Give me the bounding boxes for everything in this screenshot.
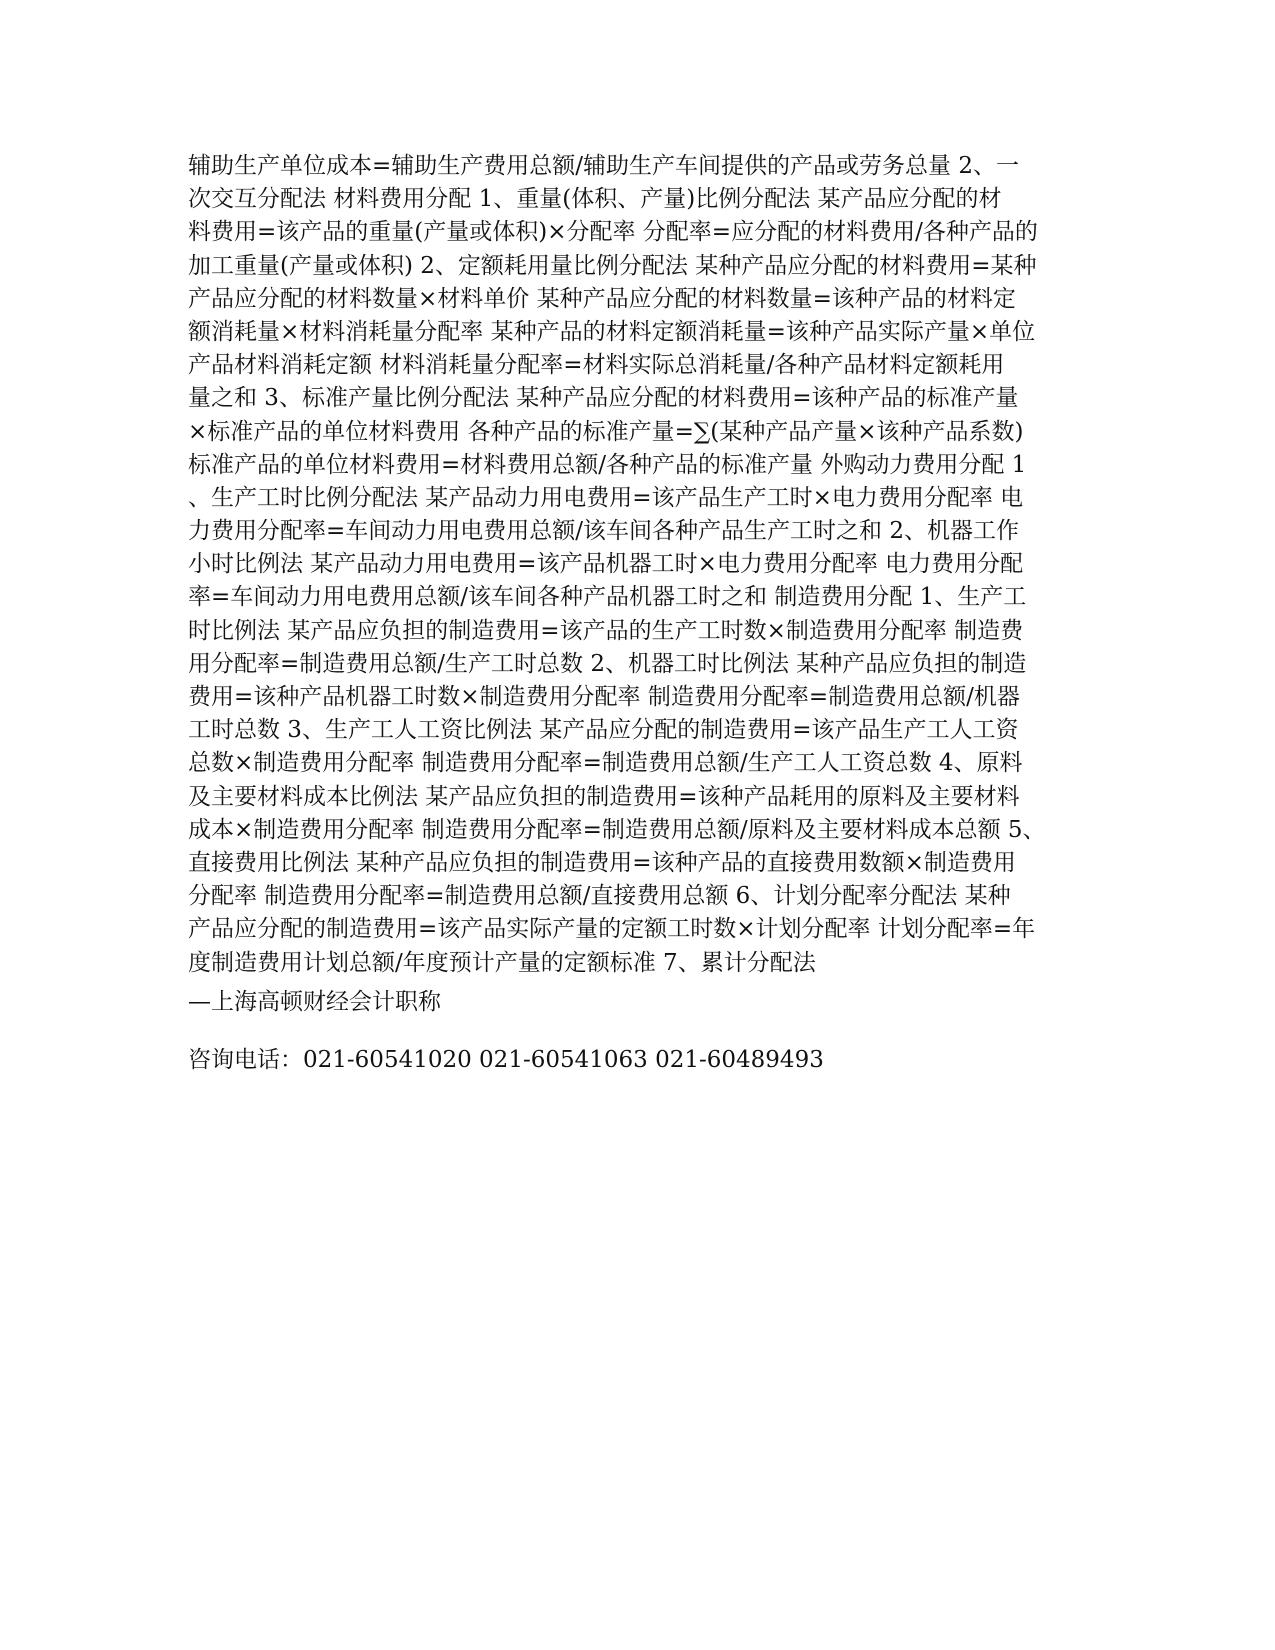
text-line: 工时总数 3、生产工人工资比例法 某产品应分配的制造费用=该产品生产工人工资 — [188, 717, 1019, 744]
contact-phone: 咨询电话：021-60541020 021-60541063 021-60489493 — [188, 1047, 824, 1073]
text-line: 产品应分配的制造费用=该产品实际产量的定额工时数×计划分配率 计划分配率=年 — [188, 916, 1036, 943]
text-line: 小时比例法 某产品动力用电费用=该产品机器工时×电力费用分配率 电力费用分配 — [188, 551, 1024, 578]
text-line: 产品应分配的材料数量×材料单价 某种产品应分配的材料数量=该种产品的材料定 — [188, 285, 1016, 312]
text-line: 费用=该种产品机器工时数×制造费用分配率 制造费用分配率=制造费用总额/机器 — [188, 684, 1020, 710]
text-line: 用分配率=制造费用总额/生产工时总数 2、机器工时比例法 某种产品应负担的制造 — [188, 650, 1027, 677]
text-line: ×标准产品的单位材料费用 各种产品的标准产量=∑(某种产品产量×该种产品系数) — [188, 418, 1024, 445]
text-line: 成本×制造费用分配率 制造费用分配率=制造费用总额/原料及主要材料成本总额 5、 — [188, 816, 1046, 843]
text-line: 辅助生产单位成本=辅助生产费用总额/辅助生产车间提供的产品或劳务总量 2、一 — [188, 153, 1019, 179]
text-line: 直接费用比例法 某种产品应负担的制造费用=该种产品的直接费用数额×制造费用 — [188, 849, 1016, 876]
text-line: 及主要材料成本比例法 某产品应负担的制造费用=该种产品耗用的原料及主要材料 — [188, 783, 1020, 810]
source-attribution: —上海高顿财经会计职称 — [188, 989, 441, 1015]
text-line: 率=车间动力用电费用总额/该车间各种产品机器工时之和 制造费用分配 1、生产工 — [188, 584, 1027, 611]
text-line: 、生产工时比例分配法 某产品动力用电费用=该产品生产工时×电力费用分配率 电 — [188, 484, 1024, 511]
text-line: 时比例法 某产品应负担的制造费用=该产品的生产工时数×制造费用分配率 制造费 — [188, 617, 1024, 644]
text-line: 额消耗量×材料消耗量分配率 某种产品的材料定额消耗量=该种产品实际产量×单位 — [188, 318, 1036, 345]
text-line: 次交互分配法 材料费用分配 1、重量(体积、产量)比例分配法 某产品应分配的材 — [188, 186, 1002, 213]
text-line: 总数×制造费用分配率 制造费用分配率=制造费用总额/生产工人工资总数 4、原料 — [188, 750, 1023, 777]
text-line: 料费用=该产品的重量(产量或体积)×分配率 分配率=应分配的材料费用/各种产品的 — [188, 219, 1038, 246]
text-line: 加工重量(产量或体积) 2、定额耗用量比例分配法 某种产品应分配的材料费用=某种 — [188, 252, 1037, 279]
text-line: 标准产品的单位材料费用=材料费用总额/各种产品的标准产量 外购动力费用分配 1 — [188, 451, 1027, 478]
text-line: 度制造费用计划总额/年度预计产量的定额标准 7、累计分配法 — [188, 949, 816, 976]
text-line: 力费用分配率=车间动力用电费用总额/该车间各种产品生产工时之和 2、机器工作 — [188, 518, 1019, 545]
body-text — [188, 150, 1086, 980]
text-line: 分配率 制造费用分配率=制造费用总额/直接费用总额 6、计划分配率分配法 某种 — [188, 883, 1011, 910]
text-line: 产品材料消耗定额 材料消耗量分配率=材料实际总消耗量/各种产品材料定额耗用 — [188, 352, 1005, 379]
text-line: 量之和 3、标准产量比例分配法 某种产品应分配的材料费用=该种产品的标准产量 — [188, 385, 1019, 412]
